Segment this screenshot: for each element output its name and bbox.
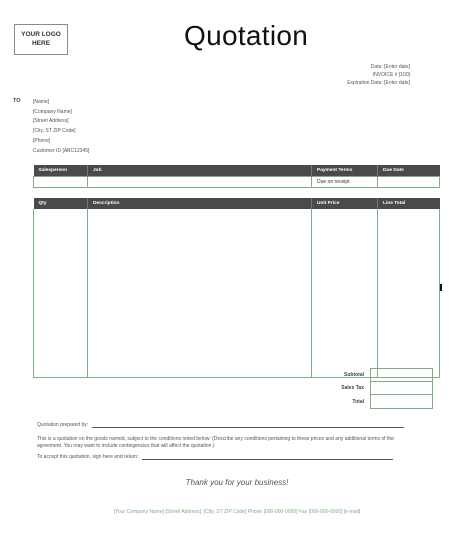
expiration-date-field[interactable]: Expiration Date: [Enter date] xyxy=(347,80,410,87)
total-label: Total xyxy=(352,398,364,405)
totals-block xyxy=(290,368,433,409)
items-table xyxy=(33,198,440,378)
salesperson-cell[interactable] xyxy=(34,176,88,187)
qty-column[interactable] xyxy=(34,209,88,377)
company-footer: [Your Company Name] [Street Address], [City, ST ZIP Code] Phone [000-000-0000] Fax [000-000-0000] [e-mail] xyxy=(113,509,361,515)
address-street[interactable]: [Street Address] xyxy=(33,118,69,125)
accept-line xyxy=(37,454,393,460)
table-row xyxy=(34,176,440,187)
header-line-total: Line Total xyxy=(378,198,440,209)
header-unit-price: Unit Price xyxy=(312,198,378,209)
header-due-date: Due Date xyxy=(378,165,440,176)
job-cell[interactable] xyxy=(88,176,312,187)
logo-placeholder xyxy=(14,24,68,55)
total-value[interactable] xyxy=(370,395,433,409)
prepared-by-label: Quotation prepared by: xyxy=(37,422,89,428)
sales-tax-value[interactable] xyxy=(370,382,433,396)
to-label: TO xyxy=(13,98,21,104)
sales-tax-label: Sales Tax xyxy=(341,385,364,392)
page-title: Quotation xyxy=(184,20,309,51)
payment-terms-cell[interactable]: Due on receipt xyxy=(312,176,378,187)
due-date-cell[interactable] xyxy=(378,176,440,187)
prepared-by-line xyxy=(37,422,404,428)
prepared-by-field[interactable] xyxy=(92,422,404,428)
sales-tax-row xyxy=(290,382,433,396)
address-phone[interactable]: [Phone] xyxy=(33,137,51,144)
description-column[interactable] xyxy=(88,209,312,377)
subtotal-label: Subtotal xyxy=(344,371,364,378)
text-cursor xyxy=(440,284,442,291)
header-salesperson: Salesperson xyxy=(34,165,88,176)
date-field[interactable]: Date: [Enter date] xyxy=(370,64,410,70)
table-row xyxy=(34,209,440,377)
job-table-header xyxy=(34,165,440,176)
accept-label: To accept this quotation, sign here and return: xyxy=(37,454,139,460)
subtotal-value[interactable] xyxy=(370,368,433,382)
address-customer-id[interactable]: Customer ID [ABC12345] xyxy=(33,147,90,154)
unit-price-column[interactable] xyxy=(312,209,378,377)
header-qty: Qty xyxy=(34,198,88,209)
quote-meta xyxy=(347,63,410,88)
total-row xyxy=(290,395,433,409)
header-payment-terms: Payment Terms xyxy=(312,165,378,176)
invoice-number-field[interactable]: INVOICE # [100] xyxy=(372,72,410,79)
address-name[interactable]: [Name] xyxy=(33,99,50,105)
recipient-address xyxy=(33,98,89,156)
items-table-header xyxy=(34,198,440,209)
subtotal-row xyxy=(290,368,433,382)
thank-you-note: Thank you for your business! xyxy=(185,478,289,487)
address-city[interactable]: [City, ST ZIP Code] xyxy=(33,128,76,135)
header-job: Job xyxy=(88,165,312,176)
terms-text: This is a quotation on the goods named, subject to the conditions noted below: (Describe any conditions pertaining to these prices and any additional terms of the agreement. You may want to include contingencies that will affect the quotation.) xyxy=(37,436,394,449)
header-description: Description xyxy=(88,198,312,209)
signature-field[interactable] xyxy=(142,454,393,460)
line-total-column[interactable] xyxy=(378,209,440,377)
address-company[interactable]: [Company Name] xyxy=(33,108,72,115)
logo-text: YOUR LOGO HERE xyxy=(21,31,61,47)
job-table xyxy=(33,165,440,188)
